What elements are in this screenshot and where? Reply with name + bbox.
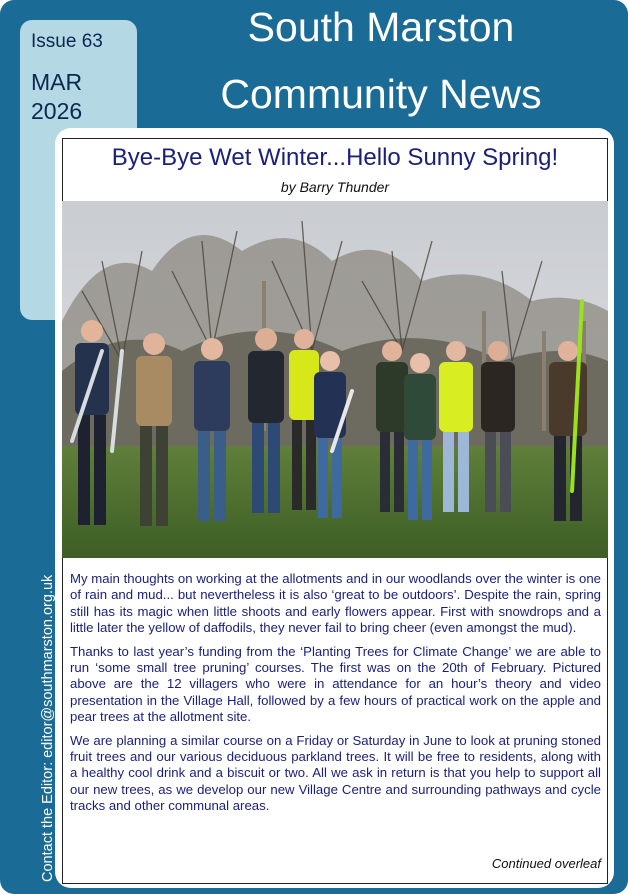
group-photo [62, 201, 608, 558]
article-paragraph: Thanks to last year’s funding from the ‘Planting Trees for Climate Change’ we are able to run ‘some small tree pruning’ courses. The first was on the 20th of February. Pictured above are the 12 villagers who were in attendance for an hour’s theory and video presentation in the Village Hall, followed by a few hours of practical work on the apple and pear trees at the allotment site. [70, 643, 601, 725]
issue-number: Issue 63 [31, 31, 103, 52]
continued-overleaf: Continued overleaf [491, 856, 601, 871]
issue-month: MAR [31, 69, 83, 95]
article-paragraph: My main thoughts on working at the allotments and in our woodlands over the winter is one of rain and mud... but nevertheless it is also ‘great to be outdoors’. Despite the rain, spring still has its magic when little shoots and early flowers appear. First with snowdrops and a little later the yellow of daffodils, they never fail to bring cheer (even amongst the mud). [70, 571, 601, 636]
masthead-title-line2: Community News [220, 71, 542, 117]
article-paragraph: We are planning a similar course on a Friday or Saturday in June to look at pruning stoned fruit trees and our various deciduous parkland trees. It will be free to residents, along with a healthy cool drink and a biscuit or two. All we ask in return is that you help to support all our new trees, as we develop our new Village Centre and surrounding pathways and cycle tracks and other communal areas. [70, 732, 601, 814]
article-body [70, 571, 601, 822]
issue-year: 2026 [31, 98, 83, 124]
editor-contact: Contact the Editor: editor@southmarston.org.uk [40, 574, 56, 882]
masthead-title-line1: South Marston [247, 4, 515, 50]
article-headline: Bye-Bye Wet Winter...Hello Sunny Spring! [111, 144, 559, 171]
article-byline: by Barry Thunder [280, 179, 390, 195]
